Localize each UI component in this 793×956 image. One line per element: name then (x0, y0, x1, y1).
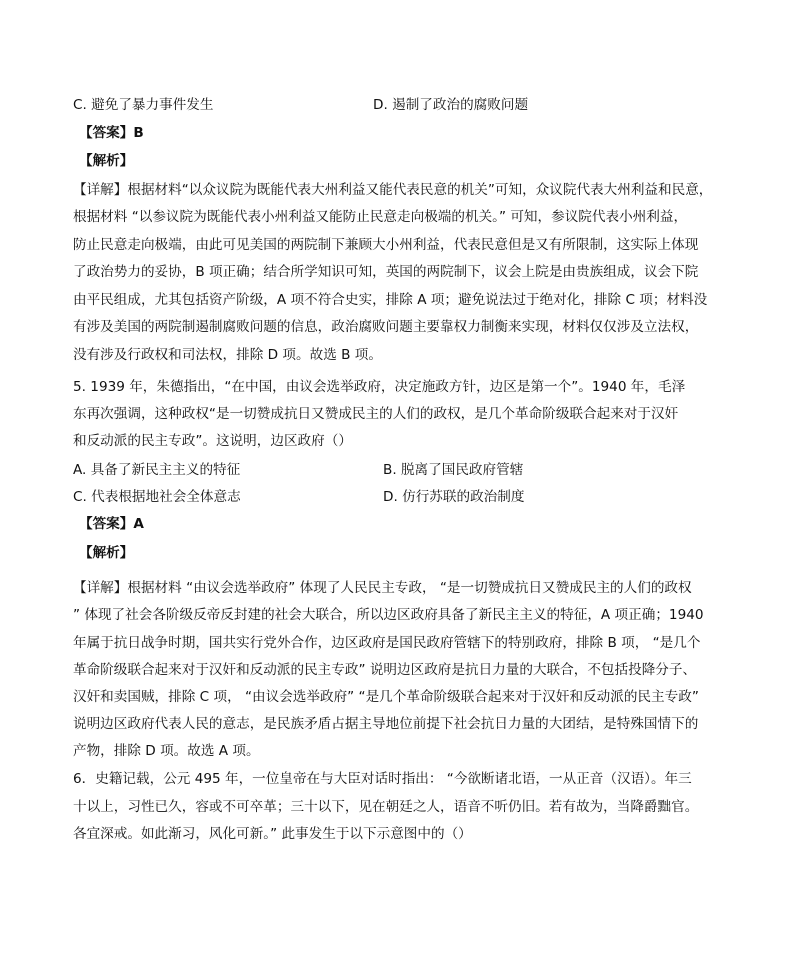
q5-option-a: A. 具备了新民主主义的特征 (73, 462, 241, 478)
q5-detail-line: 年属于抗日战争时期，国共实行党外合作，边区政府是国民政府管辖下的特别政府，排除 B 项， “是几个 (73, 635, 701, 651)
q4-detail-line: 了政治势力的妥协，B 项正确；结合所学知识可知，英国的两院制下，议会上院是由贵族组成，议会下院 (73, 264, 699, 280)
q5-analysis-label: 【解析】 (79, 545, 134, 561)
q5-detail-line: 说明边区政府代表人民的意志，是民族矛盾占据主导地位前提下社会抗日力量的大团结，是特殊国情下的 (73, 716, 699, 732)
q5-option-b: B. 脱离了国民政府管辖 (383, 462, 524, 478)
q4-detail-line: 防止民意走向极端，由此可见美国的两院制下兼顾大小州利益，代表民意但是又有所限制，这实际上体现 (73, 237, 699, 253)
q4-detail-line: 由平民组成，尤其包括资产阶级，A 项不符合史实，排除 A 项；避免说法过于绝对化，排除 C 项；材料没 (73, 292, 708, 308)
q5-detail-line: 革命阶级联合起来对于汉奸和反动派的民主专政” 说明边区政府是抗日力量的大联合，不包括投降分子、 (73, 662, 697, 678)
q5-stem-line: 东再次强调，这种政权“是一切赞成抗日又赞成民主的人们的政权，是几个革命阶级联合起来对于汉奸 (73, 406, 679, 422)
q4-option-c: C. 避免了暴力事件发生 (73, 97, 214, 113)
q5-option-c: C. 代表根据地社会全体意志 (73, 489, 241, 505)
q5-stem-line: 5. 1939 年，朱德指出，“在中国，由议会选举政府，决定施政方针，边区是第一个”。1940 年，毛泽 (73, 379, 686, 395)
q6-stem-line: 6．史籍记载，公元 495 年，一位皇帝在与大臣对话时指出： “今欲断诸北语，一从正音（汉语）。年三 (73, 771, 692, 787)
q4-detail-line: 有涉及美国的两院制遏制腐败问题的信息，政治腐败问题主要靠权力制衡来实现，材料仅仅涉及立法权， (73, 319, 699, 335)
q6-stem-line: 各宜深戒。如此渐习，风化可新。” 此事发生于以下示意图中的（） (73, 826, 472, 842)
q5-detail-line: ” 体现了社会各阶级反帝反封建的社会大联合，所以边区政府具备了新民主主义的特征，A 项正确；1940 (73, 607, 704, 623)
q5-detail-line: 产物，排除 D 项。故选 A 项。 (73, 743, 260, 759)
q5-answer: 【答案】A (79, 516, 144, 532)
q4-analysis-label: 【解析】 (79, 153, 134, 169)
q5-detail-line: 汉奸和卖国贼，排除 C 项， “由议会选举政府” “是几个革命阶级联合起来对于汉奸和反动派的民主专政” (73, 689, 699, 705)
q5-option-d: D. 仿行苏联的政治制度 (383, 489, 525, 505)
q4-detail-line: 没有涉及行政权和司法权，排除 D 项。故选 B 项。 (73, 347, 382, 363)
q4-detail-line: 根据材料 “以参议院为既能代表小州利益又能防止民意走向极端的机关。” 可知，参议院代表小州利益， (73, 209, 688, 225)
q4-option-d: D. 遏制了政治的腐败问题 (373, 97, 529, 113)
q4-detail-line: 【详解】根据材料“以众议院为既能代表大州利益又能代表民意的机关”可知，众议院代表大州利益和民意， (73, 182, 713, 198)
q4-answer: 【答案】B (79, 125, 144, 141)
q5-detail-line: 【详解】根据材料 “由议会选举政府” 体现了人民民主专政， “是一切赞成抗日又赞成民主的人们的政权 (73, 580, 692, 596)
q6-stem-line: 十以上，习性已久，容或不可卒革；三十以下，见在朝廷之人，语音不听仍旧。若有故为，当降爵黜官。 (73, 799, 699, 815)
q5-stem-line: 和反动派的民主专政”。这说明，边区政府（） (73, 433, 352, 449)
